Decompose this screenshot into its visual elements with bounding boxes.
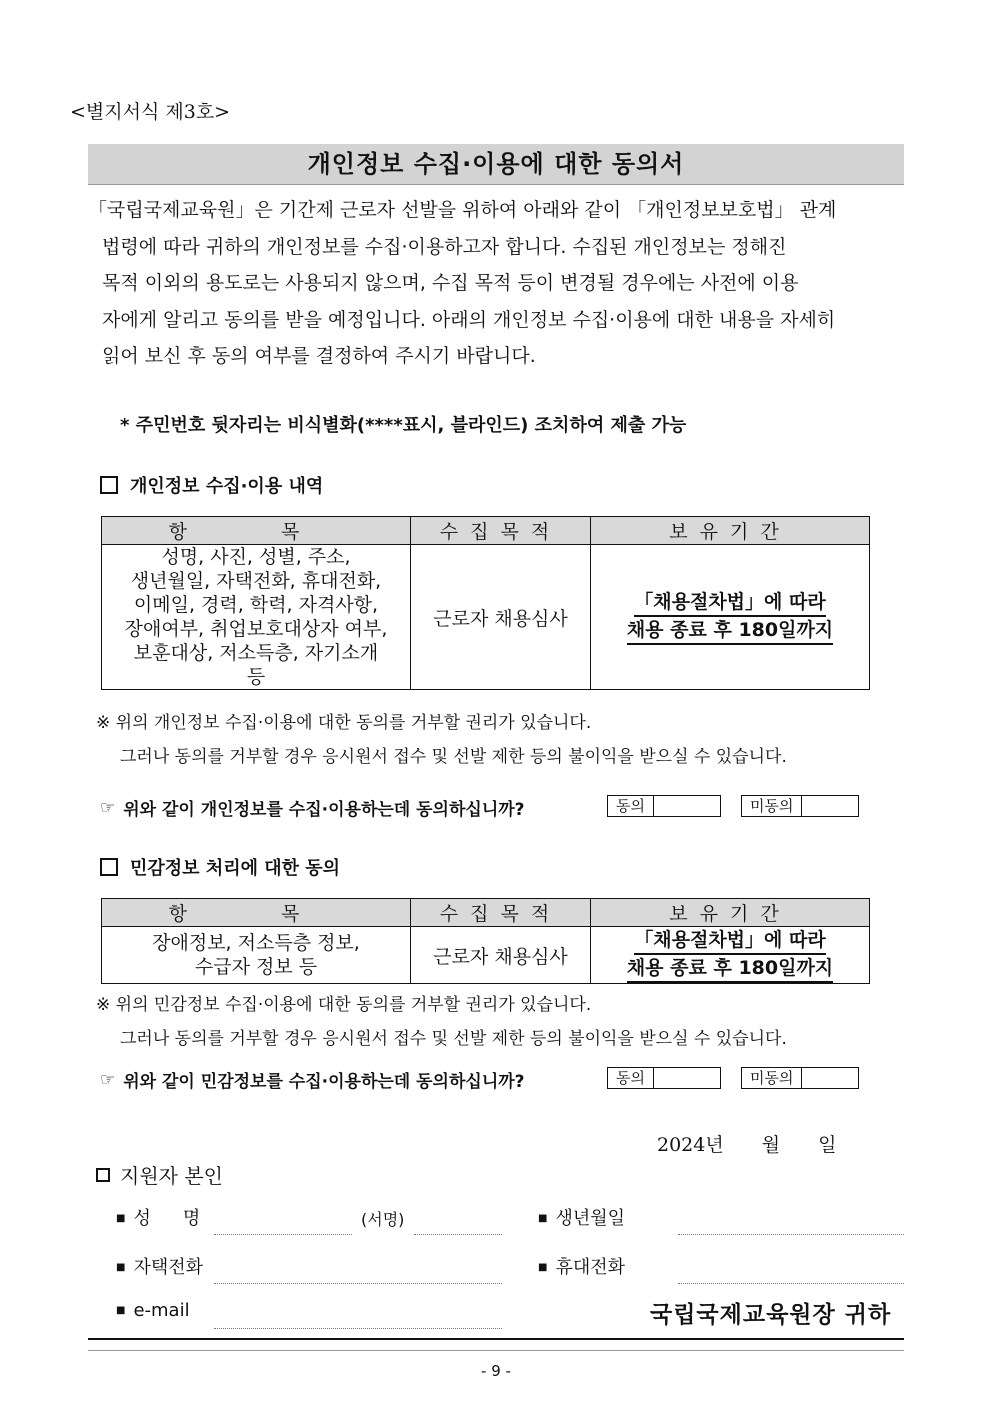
name-label-part: 성 (133, 1208, 151, 1229)
footer-divider (88, 1350, 904, 1351)
item-line: 이메일, 경력, 학력, 자격사항, (133, 594, 379, 616)
mobile-label: 휴대전화 (555, 1257, 626, 1278)
remark-line: 그러나 동의를 거부할 경우 응시원서 접수 및 선발 제한 등의 불이익을 받으실 수 있습니다. (120, 1029, 787, 1049)
section1-question (100, 795, 525, 820)
retention-line: 채용 종료 후 180일까지 (627, 617, 833, 645)
bullet-icon: ■ (538, 1213, 548, 1224)
intro-line: 법령에 따라 귀하의 개인정보를 수집·이용하고자 합니다. 수집된 개인정보는 정해진 (102, 235, 787, 258)
item-line: 보훈대상, 저소득층, 자기소개 (133, 642, 379, 664)
header-item: 항 목 (102, 517, 411, 545)
bullet-icon: ■ (116, 1213, 126, 1224)
page-title: 개인정보 수집·이용에 대한 동의서 (307, 150, 685, 178)
agree-field[interactable] (654, 1068, 720, 1088)
agree-checkbox[interactable] (607, 1067, 721, 1089)
retention-line: 「채용절차법」에 따라 (634, 589, 825, 617)
section2-question (100, 1067, 525, 1092)
page-number: - 9 - (481, 1362, 511, 1380)
retention-line: 채용 종료 후 180일까지 (627, 955, 833, 983)
square-bullet-icon (96, 1168, 110, 1182)
signature-label: (서명) (361, 1210, 405, 1229)
question-text: 위와 같이 개인정보를 수집·이용하는데 동의하십니까? (123, 800, 525, 820)
pointing-hand-icon: ☞ (100, 1069, 116, 1090)
bullet-icon: ■ (116, 1262, 126, 1273)
table-header-row (102, 517, 870, 545)
section1-heading-text: 개인정보 수집·이용 내역 (130, 476, 324, 497)
tel-label: 자택전화 (133, 1257, 204, 1278)
item-line: 생년월일, 자택전화, 휴대전화, (130, 570, 382, 592)
intro-line: 「국립국제교육원」은 기간제 근로자 선발을 위하여 아래와 같이 「개인정보보호법」 관계 (88, 199, 837, 221)
table-row (102, 545, 870, 690)
disagree-field[interactable] (802, 796, 858, 816)
email-label: e-mail (133, 1300, 190, 1321)
item-line: 수급자 정보 등 (194, 956, 318, 978)
date-day: 일 (818, 1134, 837, 1156)
pointing-hand-icon: ☞ (100, 797, 116, 818)
disagree-label: 미동의 (742, 1068, 802, 1088)
section2-heading-text: 민감정보 처리에 대한 동의 (130, 858, 341, 879)
header-retention: 보유기간 (591, 899, 870, 927)
intro-paragraph (88, 192, 904, 375)
retention-line: 「채용절차법」에 따라 (634, 927, 825, 955)
agree-label: 동의 (608, 1068, 654, 1088)
checkbox-icon (100, 858, 118, 876)
name-input-line[interactable] (214, 1234, 352, 1235)
checkbox-icon (100, 476, 118, 494)
footer-divider (88, 1338, 904, 1340)
name-field-label (116, 1204, 200, 1230)
section1-table (101, 516, 870, 690)
tel-input-line[interactable] (214, 1283, 502, 1284)
section1-heading (100, 472, 323, 498)
applicant-heading-text: 지원자 본인 (120, 1164, 223, 1188)
header-retention: 보유기간 (591, 517, 870, 545)
header-purpose: 수집목적 (411, 517, 591, 545)
mobile-input-line[interactable] (678, 1283, 904, 1284)
addressee: 국립국제교육원장 귀하 (650, 1301, 892, 1328)
remark-line: ※ 위의 개인정보 수집·이용에 대한 동의를 거부할 권리가 있습니다. (96, 713, 592, 733)
disagree-field[interactable] (802, 1068, 858, 1088)
birth-input-line[interactable] (678, 1234, 904, 1235)
email-field-label (116, 1300, 190, 1321)
items-cell (102, 545, 411, 690)
purpose-cell: 근로자 채용심사 (411, 545, 591, 690)
agree-label: 동의 (608, 796, 654, 816)
date-year: 2024년 (657, 1134, 724, 1156)
item-line: 장애여부, 취업보호대상자 여부, (124, 618, 388, 640)
disagree-checkbox[interactable] (741, 1067, 859, 1089)
table-row (102, 927, 870, 984)
table-header-row (102, 899, 870, 927)
retention-cell (591, 545, 870, 690)
email-input-line[interactable] (214, 1328, 502, 1329)
signature-date (657, 1130, 836, 1157)
items-cell (102, 927, 411, 984)
section1-remark (96, 706, 787, 774)
applicant-heading (96, 1160, 223, 1189)
header-item: 항 목 (102, 899, 411, 927)
item-line: 등 (246, 666, 266, 688)
agree-field[interactable] (654, 796, 720, 816)
intro-line: 읽어 보신 후 동의 여부를 결정하여 주시기 바랍니다. (102, 345, 536, 367)
item-line: 성명, 사진, 성별, 주소, (161, 546, 351, 568)
section2-remark (96, 988, 787, 1056)
section2-table (101, 898, 870, 984)
birth-field-label (538, 1204, 625, 1230)
header-purpose: 수집목적 (411, 899, 591, 927)
date-month: 월 (761, 1134, 781, 1156)
remark-line: ※ 위의 민감정보 수집·이용에 대한 동의를 거부할 권리가 있습니다. (96, 995, 592, 1015)
disagree-label: 미동의 (742, 796, 802, 816)
title-bar (88, 144, 904, 185)
name-label-part: 명 (182, 1208, 201, 1229)
resident-number-note: * 주민번호 뒷자리는 비식별화(****표시, 블라인드) 조치하여 제출 가능 (120, 415, 687, 436)
disagree-checkbox[interactable] (741, 795, 859, 817)
birth-label: 생년월일 (555, 1208, 626, 1229)
signature-input-line[interactable] (414, 1234, 502, 1235)
item-line: 장애정보, 저소득층 정보, (152, 932, 360, 954)
remark-line: 그러나 동의를 거부할 경우 응시원서 접수 및 선발 제한 등의 불이익을 받으실 수 있습니다. (120, 747, 787, 767)
intro-line: 자에게 알리고 동의를 받을 예정입니다. 아래의 개인정보 수집·이용에 대한 내용을 자세히 (102, 308, 836, 331)
mobile-field-label (538, 1253, 625, 1279)
question-text: 위와 같이 민감정보를 수집·이용하는데 동의하십니까? (123, 1072, 525, 1092)
tel-field-label (116, 1253, 203, 1279)
form-number: <별지서식 제3호> (70, 101, 231, 123)
agree-checkbox[interactable] (607, 795, 721, 817)
bullet-icon: ■ (116, 1305, 126, 1316)
bullet-icon: ■ (538, 1262, 548, 1273)
section2-heading (100, 854, 340, 880)
purpose-cell: 근로자 채용심사 (411, 927, 591, 984)
retention-cell (591, 927, 870, 984)
intro-line: 목적 이외의 용도로는 사용되지 않으며, 수집 목적 등이 변경될 경우에는 사전에 이용 (102, 272, 799, 294)
